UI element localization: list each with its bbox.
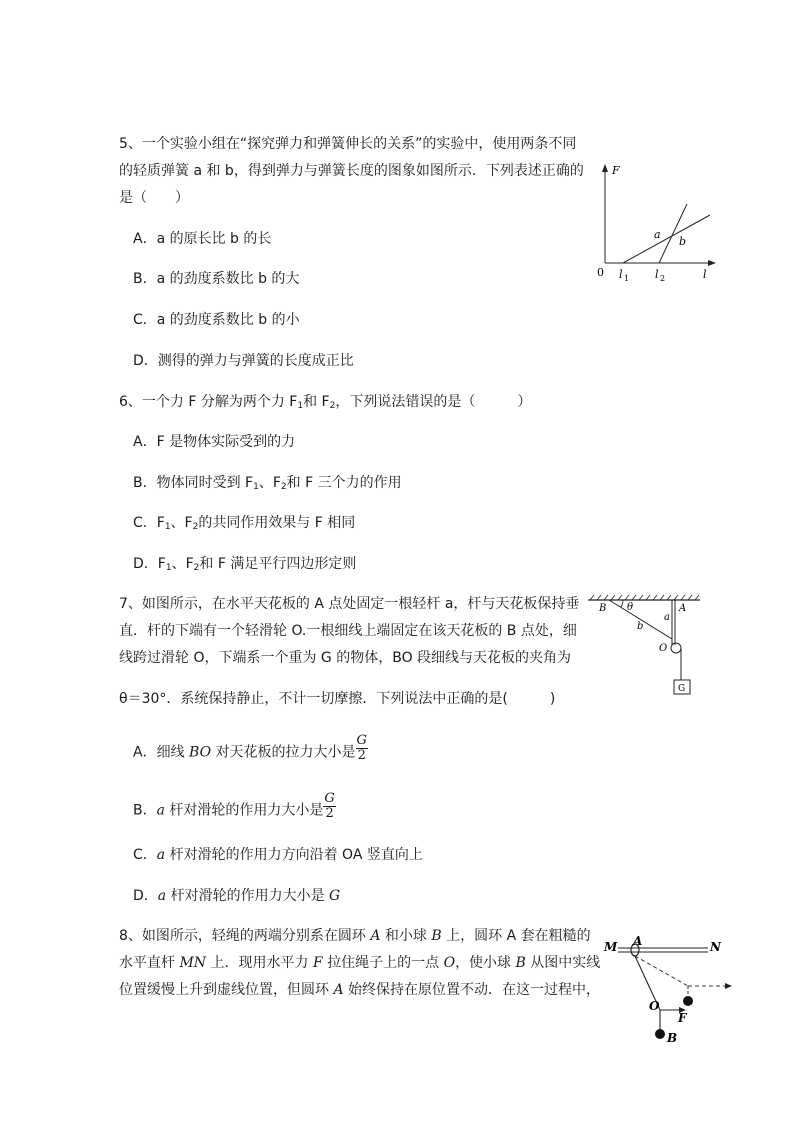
q5-stem-line1: 5、一个实验小组在“探究弹力和弹簧伸长的关系”的实验中，使用两条不同 [119,136,577,152]
q8-ring-a-label: A [633,934,643,948]
q7-option-a: A．细线 BO 对天花板的拉力大小是 $\frac{G}{2}$ [133,733,367,763]
q7-stem-line4: θ＝30°．系统保持静止，不计一切摩擦．下列说法中正确的是( ) [119,691,556,707]
q7-point-b-label: B [599,603,607,614]
q7-point-a-label: A [679,603,687,614]
q7-stem-line2: 直．杆的下端有一个轻滑轮 O.一根细线上端固定在该天花板的 B 点处，细 [119,623,577,639]
q8-ball-b-label: B [667,1031,678,1045]
q8-stem-line3: 位置缓慢上升到虚线位置，但圆环 A 始终保持在原位置不动．在这一过程中， [119,982,601,998]
q5-figure [590,160,720,285]
q6-option-a: A．F 是物体实际受到的力 [133,434,296,450]
q8-force-f-label: F [678,1011,687,1025]
q5-origin-label: 0 [597,266,604,279]
q8-rod-n-label: N [710,940,721,954]
q6-option-d: D．$F_1$、$F_2$和 F 满足平行四边形定则 [133,556,357,573]
q5-option-c: C．a 的劲度系数比 b 的小 [133,312,300,328]
q7-stem-line1: 7、如图所示，在水平天花板的 A 点处固定一根轻杆 a，杆与天花板保持垂 [119,596,580,612]
q7-option-c: C．a 杆对滑轮的作用力方向沿着 OA 竖直向上 [133,847,423,863]
q8-stem-line1: 8、如图所示，轻绳的两端分别系在圆环 A 和小球 B 上，圆环 A 套在粗糙的 [119,928,591,944]
q5-line-b-label: b [679,235,687,248]
q5-tick-l2-sub: 2 [660,274,666,283]
q7-weight-g-label: G [678,684,686,694]
q8-stem-line2: 水平直杆 MN 上．现用水平力 F 拉住绳子上的一点 O，使小球 B 从图中实线 [119,955,601,971]
q8-point-o-label: O [649,999,660,1013]
q7-theta-label: θ [627,602,634,613]
q7-figure [588,592,708,704]
q7-option-b: B．a 杆对滑轮的作用力大小是 $\frac{G}{2}$ [133,791,335,821]
q6-stem: 6、一个力 F 分解为两个力 $F_1$和 $F_2$，下列说法错误的是（ ） [119,394,532,411]
q8-figure [600,930,740,1048]
q7-rod-a-label: a [664,612,670,623]
q7-string-b-label: b [637,621,644,632]
q5-x-axis-label: l [703,268,707,281]
q5-option-b: B．a 的劲度系数比 b 的大 [133,271,300,287]
q5-line-a-label: a [654,228,661,241]
q7-pulley-o-label: O [659,643,668,654]
q7-option-d: D．a 杆对滑轮的作用力大小是 G [133,888,341,904]
q5-tick-l1-sub: 1 [624,274,630,283]
q5-y-axis-label: F [612,164,620,177]
q5-tick-l2: l [655,268,659,281]
q5-stem-line3: 是（ ） [119,190,189,206]
q5-option-d: D．测得的弹力与弹簧的长度成正比 [133,353,354,369]
q6-option-c: C．$F_1$、$F_2$的共同作用效果与 F 相同 [133,515,356,532]
q7-option-a-fraction: $\frac{G}{2}$ [356,733,367,763]
q5-option-a: A．a 的原长比 b 的长 [133,231,272,247]
q7-option-b-fraction: $\frac{G}{2}$ [324,791,335,821]
q5-tick-l1: l [619,268,623,281]
q6-option-b: B．物体同时受到 $F_1$、$F_2$和 F 三个力的作用 [133,475,402,492]
q7-stem-line3: 线跨过滑轮 O，下端系一个重为 G 的物体，BO 段细线与天花板的夹角为 [119,650,572,666]
q8-rod-m-label: M [604,940,618,954]
q5-stem-line2: 的轻质弹簧 a 和 b，得到弹力与弹簧长度的图象如图所示．下列表述正确的 [119,163,584,179]
